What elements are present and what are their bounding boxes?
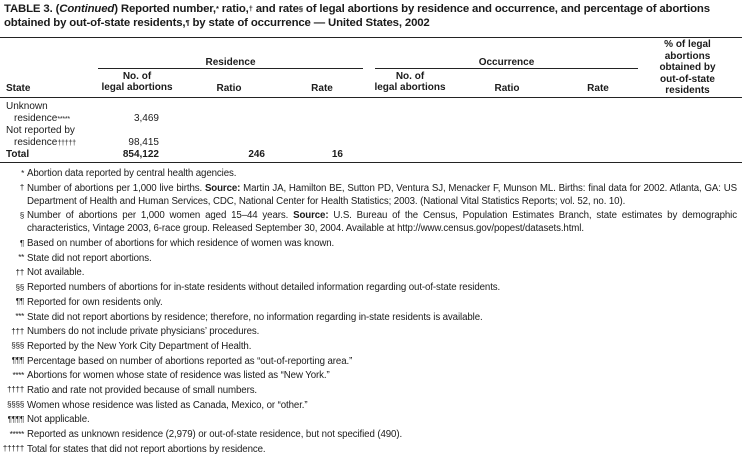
- footnote: [0, 296, 742, 309]
- column-header-line: abortions: [664, 50, 711, 62]
- footnote: [0, 209, 742, 235]
- title-text: and rate: [252, 3, 299, 15]
- footnote-text: [27, 209, 742, 235]
- column-header-line: No. of: [395, 71, 425, 82]
- row-state-line: residence†††††: [14, 137, 76, 148]
- column-header-occurrence-rate: Rate: [587, 83, 609, 94]
- footnote: [0, 311, 742, 324]
- footnote-marker: ***: [15, 312, 24, 321]
- footnote-segment: Number of abortions per 1,000 live births.: [27, 182, 205, 194]
- table-row: [0, 101, 742, 125]
- footnote-segment: Percentage based on number of abortions reported as “out-of-reporting area.”: [27, 355, 353, 367]
- title-text: of legal abortions by residence and occurrence, and percentage of abortions obtained by out-of-state residents,: [4, 3, 710, 29]
- footnote: [0, 167, 742, 180]
- footnote-text: [27, 325, 742, 338]
- cell-res-rate: 16: [331, 149, 343, 160]
- row-footnote-marker: *****: [57, 113, 70, 123]
- row-state-line: Total: [6, 149, 30, 160]
- footnote-segment: Martin JA, Hamilton BE, Sutton PD, Ventura SJ, Menacker F, Munson ML. Births: final data for 2002. Atlanta, GA: US Department of Health and Human Services, CDC, National Center for Health Statistics; 2003. (National Vital Statistics Reports; vol. 52, no. 10).: [27, 182, 737, 207]
- footnote-text: [27, 281, 742, 294]
- column-header-state: State: [6, 83, 31, 94]
- group-header-occurrence-label: Occurrence: [478, 57, 535, 68]
- group-header-residence-label: Residence: [205, 57, 256, 68]
- footnote-segment: Reported as unknown residence (2,979) or out-of-state residence, but not specified (490).: [27, 429, 403, 440]
- footnote-segment: Not available.: [27, 267, 85, 279]
- cell-res-ratio: 246: [248, 149, 265, 160]
- group-header-occurrence: [375, 57, 638, 69]
- table-title: [4, 3, 740, 31]
- footnote-segment: State did not report abortions.: [27, 252, 152, 264]
- column-header-line: legal abortions: [374, 82, 446, 93]
- footnote: [0, 369, 742, 382]
- table-body: [0, 101, 742, 161]
- footnote-marker: ¶: [19, 238, 24, 248]
- footnote-text: [27, 443, 742, 456]
- footnote-text: [27, 413, 742, 426]
- row-state-line: Not reported by: [6, 125, 75, 136]
- footnote: [0, 384, 742, 397]
- title-footnote-marker: ¶: [185, 17, 190, 27]
- title-footnote-marker: *: [215, 4, 219, 13]
- footnote-text: [27, 428, 742, 441]
- title-text: by state of occurrence — United States, 2002: [189, 16, 430, 29]
- footnote-segment: Abortions for women whose state of residence was listed as “New York.”: [27, 370, 330, 382]
- footnote-marker: *****: [9, 429, 24, 439]
- footnote-text: [27, 355, 742, 368]
- footnote-text: [27, 182, 742, 208]
- column-header-line: residents: [665, 85, 710, 96]
- footnote-text: [27, 252, 742, 265]
- cell-res-no: 854,122: [122, 149, 159, 160]
- footnote: [0, 413, 742, 426]
- footnotes: [0, 167, 742, 457]
- footnote-marker: ¶¶¶: [11, 356, 24, 366]
- footnote: [0, 355, 742, 368]
- footnote-segment: Reported for own residents only.: [27, 296, 163, 308]
- table-row: [0, 125, 742, 149]
- title-text: Continued: [59, 3, 115, 15]
- footnote: [0, 443, 742, 456]
- footnote-segment: U.S. Bureau of the Census, Population Estimates Branch, state estimates by demographic characteristics, Vintage 2003, 6-race group. Released September 30, 2004. Available at http://www.census.gov/popest/datasets.html.: [27, 210, 737, 235]
- title-text: ratio,: [218, 3, 249, 15]
- footnote-text: [27, 167, 742, 180]
- cell-res-no: 98,415: [128, 137, 159, 148]
- footnote-segment: Numbers do not include private physicians’ procedures.: [27, 326, 260, 338]
- footnote-marker: ††: [15, 267, 24, 277]
- footnote-marker: †: [19, 183, 24, 193]
- footnote: [0, 237, 742, 250]
- footnote-text: [27, 266, 742, 279]
- column-header-line: legal abortions: [101, 82, 173, 93]
- title-text: ) Reported number,: [114, 3, 216, 15]
- table-bottom-divider: [0, 162, 742, 163]
- footnote-text: [27, 369, 742, 382]
- footnote-marker: ¶¶: [15, 297, 24, 307]
- footnote-segment: Reported by the New York City Department of Health.: [27, 340, 252, 352]
- footnote-marker: ****: [12, 370, 24, 380]
- footnote-text: [27, 237, 742, 250]
- column-header-occurrence-ratio: Ratio: [494, 83, 520, 94]
- footnote-marker: **: [18, 253, 24, 263]
- footnote-marker: §§§§: [6, 400, 24, 410]
- footnote-marker: †††††: [2, 444, 24, 454]
- footnote: [0, 399, 742, 412]
- footnote: [0, 182, 742, 208]
- footnote-segment: Based on number of abortions for which residence of women was known.: [27, 238, 335, 250]
- footnote-text: [27, 311, 742, 324]
- footnote-marker: §§: [15, 282, 24, 292]
- header-divider: [0, 97, 742, 98]
- footnote-source-label: Source:: [293, 210, 329, 222]
- footnote-marker: §§§: [11, 341, 24, 351]
- footnote-text: [27, 384, 742, 397]
- column-header-occurrence-no-legal-abortions: [369, 71, 451, 93]
- footnote-text: [27, 399, 742, 412]
- column-header-line: % of legal: [664, 39, 711, 50]
- column-header-line: out-of-state: [660, 73, 715, 85]
- footnote: [0, 281, 742, 294]
- footnote-marker: ††††: [6, 385, 24, 395]
- column-header-pct-out-of-state: [645, 39, 730, 97]
- title-text: TABLE 3. (: [4, 3, 60, 15]
- table-row: [0, 149, 742, 161]
- column-header-line: No. of: [122, 71, 152, 82]
- footnote-text: [27, 340, 742, 353]
- title-footnote-marker: §: [298, 4, 303, 13]
- footnote: [0, 325, 742, 338]
- footnote-segment: Ratio and rate not provided because of small numbers.: [27, 384, 258, 396]
- footnote-marker: †††: [11, 326, 24, 336]
- footnote-segment: Reported numbers of abortions for in-state residents without detailed information regarding out-of-state residents.: [27, 282, 501, 294]
- footnote: [0, 340, 742, 353]
- footnote: [0, 428, 742, 441]
- footnote-text: [27, 296, 742, 309]
- footnote-segment: State did not report abortions by residence; therefore, no information regarding in-state residents is available.: [27, 311, 483, 323]
- footnote: [0, 266, 742, 279]
- footnote-segment: Women whose residence was listed as Canada, Mexico, or “other.”: [27, 399, 308, 411]
- footnote-source-label: Source:: [204, 182, 241, 194]
- row-state-line: Unknown: [6, 101, 48, 112]
- title-footnote-marker: †: [248, 4, 253, 13]
- footnote: [0, 252, 742, 265]
- row-state-line: residence*****: [14, 113, 70, 124]
- column-header-residence-ratio: Ratio: [216, 83, 242, 94]
- footnote-marker: ¶¶¶¶: [7, 414, 24, 424]
- column-header-residence-rate: Rate: [311, 83, 333, 94]
- cell-res-no: 3,469: [133, 113, 159, 124]
- row-footnote-marker: †††††: [57, 137, 76, 147]
- title-divider: [0, 37, 742, 38]
- footnote-marker: *: [21, 168, 24, 178]
- footnote-segment: Total for states that did not report abortions by residence.: [27, 443, 266, 455]
- footnote-segment: Not applicable.: [27, 414, 90, 426]
- group-header-residence: [98, 57, 363, 69]
- column-header-line: obtained by: [659, 62, 716, 73]
- footnote-marker: §: [19, 210, 24, 220]
- column-header-residence-no-legal-abortions: [95, 71, 179, 93]
- footnote-segment: Number of abortions per 1,000 women aged 15–44 years.: [27, 210, 294, 222]
- footnote-segment: Abortion data reported by central health agencies.: [27, 168, 237, 179]
